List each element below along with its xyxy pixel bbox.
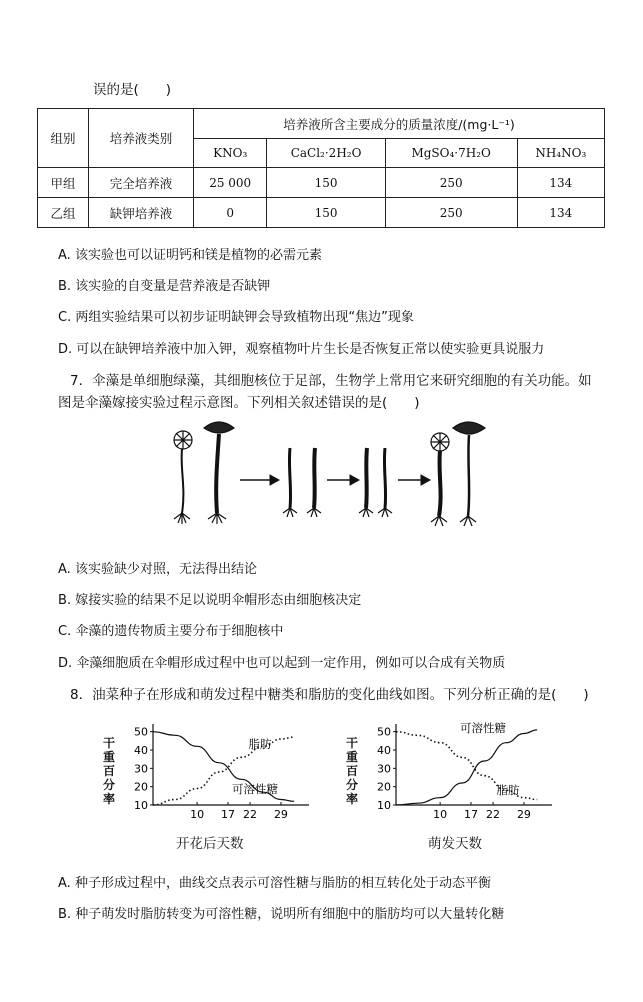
q7-option-b: B. 嫁接实验的结果不足以说明伞帽形态由细胞核决定 [58,593,362,608]
y-tick-label: 10 [134,799,148,812]
chart-germination [358,718,558,823]
cell-solution: 完全培养液 [89,168,194,198]
chart2-xlabel: 萌发天数 [428,836,482,852]
q6-option-b: B. 该实验的自变量是营养液是否缺钾 [58,279,271,294]
arrow-1 [240,475,279,485]
grafting-stage [283,448,321,517]
q7-option-c: C. 伞藻的遗传物质主要分布于细胞核中 [58,624,284,639]
y-tick-label: 20 [134,780,148,794]
y-tick-label: 50 [377,725,391,739]
y-tick-label: 40 [134,744,148,757]
q6-option-a: A. 该实验也可以证明钙和镁是植物的必需元素 [58,248,322,263]
q7-option-d: D. 伞藻细胞质在伞帽形成过程中也可以起到一定作用，例如可以合成有关物质 [58,656,506,671]
q6-option-c: C. 两组实验结果可以初步证明缺钾会导致植物出现“焦边”现象 [58,310,414,325]
acetabularia-graft-diagram [155,418,500,538]
nutrient-table [37,108,605,228]
table-row [38,168,605,198]
y-tick-label: 50 [134,725,148,739]
q7-stem-line2: 图是伞藻嫁接实验过程示意图。下列相关叙述错误的是( ) [58,395,420,411]
q7-option-a: A. 该实验缺少对照，无法得出结论 [58,562,257,577]
q6-option-d: D. 可以在缺钾培养液中加入钾，观察植物叶片生长是否恢复正常以使实验更具说服力 [58,342,545,357]
cell-solution: 缺钾培养液 [89,198,194,228]
arrow-3 [398,475,430,485]
series-label: 脂肪 [496,783,520,797]
flower-cap-alga [174,431,192,524]
cell-group: 甲组 [38,168,89,198]
result-plant-pair [431,422,485,526]
header-component: KNO₃ [194,139,267,168]
cell-value: 150 [267,198,385,228]
header-composition: 培养液所含主要成分的质量浓度/(mg·L⁻¹) [194,109,605,139]
cell-value: 150 [267,168,385,198]
x-tick-label: 17 [221,808,235,821]
series-label: 脂肪 [248,737,272,751]
grafted-stage [359,448,392,517]
result-umbrella-cap [453,422,485,526]
q8-option-a: A. 种子形成过程中，曲线交点表示可溶性糖与脂肪的相互转化处于动态平衡 [58,876,491,891]
cell-value: 0 [194,198,267,228]
x-tick-label: 22 [486,808,501,821]
series-label: 可溶性糖 [232,782,278,796]
header-component: MgSO₄·7H₂O [385,139,517,168]
header-group: 组别 [38,109,89,168]
result-flower-cap [431,433,449,526]
q6-stem-tail: 误的是( ) [93,82,172,98]
chart2-ylabel: 干重百分率 [346,736,359,806]
x-tick-label: 29 [516,808,531,821]
y-tick-label: 40 [377,744,391,757]
x-tick-label: 17 [464,808,478,821]
y-tick-label: 30 [134,762,148,776]
umbrella-cap-alga [204,422,234,524]
x-tick-label: 29 [273,808,288,821]
cell-group: 乙组 [38,198,89,228]
chart1-ylabel: 干重百分率 [103,736,116,806]
arrow-2 [327,475,359,485]
cell-value: 250 [385,168,517,198]
header-component: NH₄NO₃ [517,139,604,168]
table-row [38,198,605,228]
x-tick-label: 22 [243,808,258,821]
q8-option-b: B. 种子萌发时脂肪转变为可溶性糖，说明所有细胞中的脂肪均可以大量转化糖 [58,907,505,922]
chart1-xlabel: 开花后天数 [176,836,244,852]
cell-value: 25 000 [194,168,267,198]
q8-stem: 8．油菜种子在形成和萌发过程中糖类和脂肪的变化曲线如图。下列分析正确的是( ) [70,687,589,703]
q7-stem-line1: 7．伞藻是单细胞绿藻，其细胞核位于足部，生物学上常用它来研究细胞的有关功能。如 [70,373,592,389]
header-component: CaCl₂·2H₂O [267,139,385,168]
y-tick-label: 10 [377,799,391,812]
y-tick-label: 30 [377,762,391,776]
cell-value: 250 [385,198,517,228]
y-tick-label: 20 [377,780,391,794]
cell-value: 134 [517,168,604,198]
x-tick-label: 10 [190,808,205,821]
cell-value: 134 [517,198,604,228]
x-tick-label: 10 [433,808,448,821]
chart-flowering [115,718,315,823]
header-solution-type: 培养液类别 [89,109,194,168]
series-label: 可溶性糖 [460,721,506,735]
original-plant-pair [174,422,234,524]
